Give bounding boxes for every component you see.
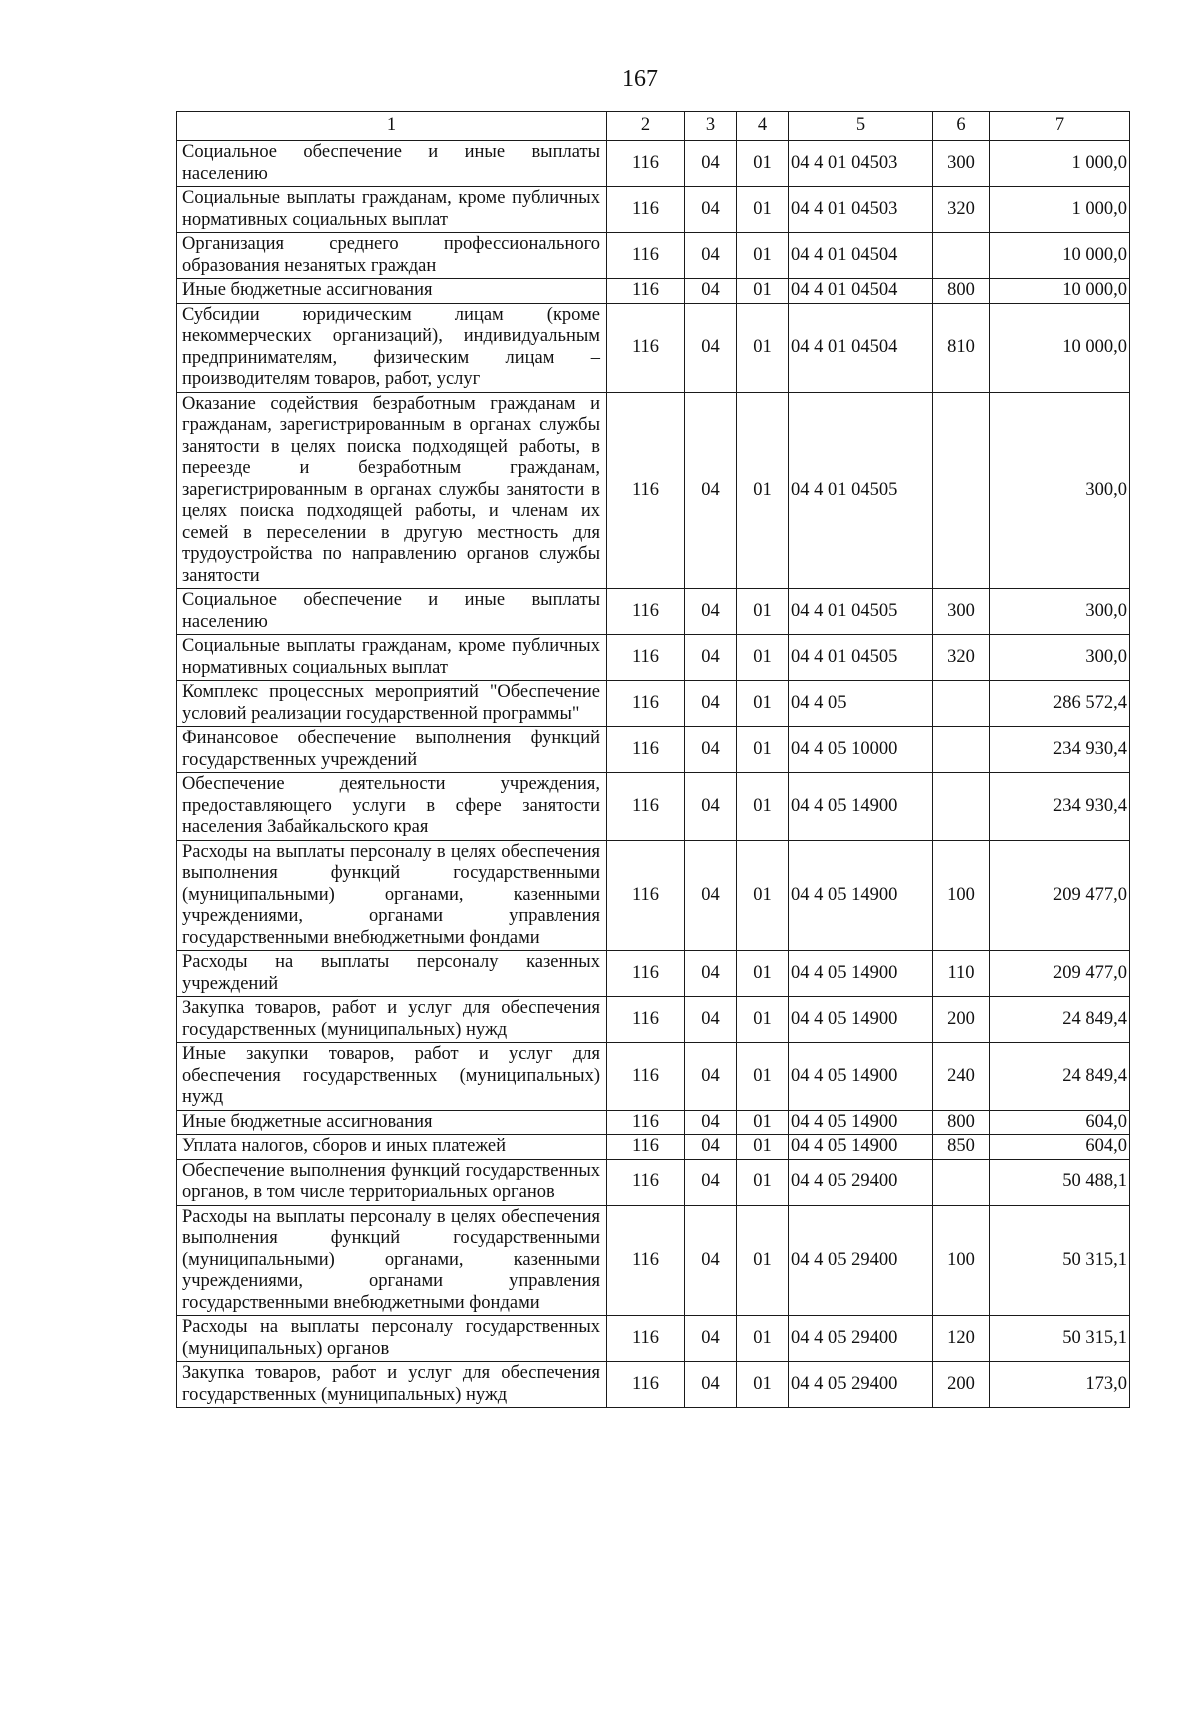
row-name-cell: Иные бюджетные ассигнования (177, 1110, 607, 1135)
budget-table (176, 111, 1130, 1408)
column-header-1: 1 (177, 112, 607, 141)
row-amount-cell: 10 000,0 (990, 233, 1130, 279)
row-col4-cell: 01 (737, 392, 789, 589)
row-name-cell: Субсидии юридическим лицам (кроме некоммерческих организаций), индивидуальным предпринимателям, физическим лицам – производителям товаров, работ, услуг (177, 303, 607, 392)
row-name-cell: Уплата налогов, сборов и иных платежей (177, 1135, 607, 1160)
row-col6-cell: 100 (933, 1205, 990, 1316)
row-col6-cell: 850 (933, 1135, 990, 1160)
row-amount-cell: 10 000,0 (990, 279, 1130, 304)
table-row (177, 141, 1130, 187)
row-col2-cell: 116 (607, 303, 685, 392)
row-col3-cell: 04 (685, 727, 737, 773)
row-code-cell: 04 4 01 04505 (789, 589, 933, 635)
row-amount-cell: 604,0 (990, 1110, 1130, 1135)
row-code-cell: 04 4 05 14900 (789, 1110, 933, 1135)
table-row (177, 279, 1130, 304)
row-col4-cell: 01 (737, 681, 789, 727)
row-col2-cell: 116 (607, 279, 685, 304)
row-col4-cell: 01 (737, 727, 789, 773)
row-col3-cell: 04 (685, 141, 737, 187)
row-code-cell: 04 4 01 04504 (789, 303, 933, 392)
row-amount-cell: 234 930,4 (990, 727, 1130, 773)
row-amount-cell: 10 000,0 (990, 303, 1130, 392)
row-name-cell: Расходы на выплаты персоналу в целях обеспечения выполнения функций государственными (муниципальными) органами, казенными учреждениями, органами управления государственными внебюджетными фондами (177, 1205, 607, 1316)
table-row (177, 1205, 1130, 1316)
row-col6-cell (933, 681, 990, 727)
table-row (177, 1362, 1130, 1408)
row-amount-cell: 300,0 (990, 392, 1130, 589)
table-row (177, 951, 1130, 997)
row-col6-cell: 800 (933, 1110, 990, 1135)
row-amount-cell: 300,0 (990, 635, 1130, 681)
table-row (177, 589, 1130, 635)
row-col4-cell: 01 (737, 1159, 789, 1205)
row-col6-cell: 800 (933, 279, 990, 304)
row-col6-cell (933, 392, 990, 589)
row-code-cell: 04 4 05 14900 (789, 951, 933, 997)
column-header-3: 3 (685, 112, 737, 141)
row-col2-cell: 116 (607, 1205, 685, 1316)
row-code-cell: 04 4 05 29400 (789, 1362, 933, 1408)
table-row (177, 997, 1130, 1043)
row-name-cell: Расходы на выплаты персоналу казенных учреждений (177, 951, 607, 997)
row-amount-cell: 1 000,0 (990, 187, 1130, 233)
page-number: 167 (622, 66, 658, 92)
row-col2-cell: 116 (607, 1316, 685, 1362)
table-row (177, 727, 1130, 773)
row-col2-cell: 116 (607, 233, 685, 279)
row-col3-cell: 04 (685, 1205, 737, 1316)
table-row (177, 233, 1130, 279)
row-col3-cell: 04 (685, 1362, 737, 1408)
table-row (177, 1110, 1130, 1135)
row-col3-cell: 04 (685, 279, 737, 304)
row-col3-cell: 04 (685, 681, 737, 727)
row-code-cell: 04 4 01 04504 (789, 279, 933, 304)
row-name-cell: Финансовое обеспечение выполнения функций государственных учреждений (177, 727, 607, 773)
row-amount-cell: 300,0 (990, 589, 1130, 635)
row-amount-cell: 286 572,4 (990, 681, 1130, 727)
row-col4-cell: 01 (737, 840, 789, 951)
row-col4-cell: 01 (737, 233, 789, 279)
row-col4-cell: 01 (737, 141, 789, 187)
row-amount-cell: 24 849,4 (990, 997, 1130, 1043)
row-col2-cell: 116 (607, 392, 685, 589)
row-col2-cell: 116 (607, 589, 685, 635)
table-row (177, 773, 1130, 841)
table-row (177, 303, 1130, 392)
row-name-cell: Иные бюджетные ассигнования (177, 279, 607, 304)
row-col2-cell: 116 (607, 1135, 685, 1160)
row-col6-cell: 300 (933, 141, 990, 187)
row-name-cell: Закупка товаров, работ и услуг для обеспечения государственных (муниципальных) нужд (177, 1362, 607, 1408)
column-header-7: 7 (990, 112, 1130, 141)
row-col2-cell: 116 (607, 1110, 685, 1135)
row-amount-cell: 209 477,0 (990, 951, 1130, 997)
row-col3-cell: 04 (685, 187, 737, 233)
row-col6-cell: 320 (933, 187, 990, 233)
row-amount-cell: 50 315,1 (990, 1205, 1130, 1316)
row-col2-cell: 116 (607, 681, 685, 727)
row-name-cell: Расходы на выплаты персоналу государственных (муниципальных) органов (177, 1316, 607, 1362)
row-col2-cell: 116 (607, 187, 685, 233)
row-col6-cell: 100 (933, 840, 990, 951)
row-code-cell: 04 4 05 10000 (789, 727, 933, 773)
row-code-cell: 04 4 05 14900 (789, 1135, 933, 1160)
row-col6-cell (933, 773, 990, 841)
row-col4-cell: 01 (737, 997, 789, 1043)
row-col4-cell: 01 (737, 773, 789, 841)
row-code-cell: 04 4 05 29400 (789, 1205, 933, 1316)
row-name-cell: Закупка товаров, работ и услуг для обеспечения государственных (муниципальных) нужд (177, 997, 607, 1043)
row-col2-cell: 116 (607, 141, 685, 187)
column-header-2: 2 (607, 112, 685, 141)
row-amount-cell: 50 315,1 (990, 1316, 1130, 1362)
row-col3-cell: 04 (685, 303, 737, 392)
row-col3-cell: 04 (685, 773, 737, 841)
row-code-cell: 04 4 01 04505 (789, 392, 933, 589)
row-name-cell: Социальные выплаты гражданам, кроме публичных нормативных социальных выплат (177, 187, 607, 233)
header-row (177, 112, 1130, 141)
row-name-cell: Оказание содействия безработным гражданам и гражданам, зарегистрированным в органах службы занятости в целях поиска подходящей работы, в переезде и безработным гражданам, зарегистрированным в органах службы занятости в целях поиска подходящей работы, и членам их семей в переселении в другую местность для трудоустройства по направлению органов службы занятости (177, 392, 607, 589)
row-col4-cell: 01 (737, 635, 789, 681)
row-amount-cell: 209 477,0 (990, 840, 1130, 951)
row-amount-cell: 604,0 (990, 1135, 1130, 1160)
row-col4-cell: 01 (737, 1135, 789, 1160)
table-body (177, 141, 1130, 1408)
row-col2-cell: 116 (607, 951, 685, 997)
row-col3-cell: 04 (685, 1316, 737, 1362)
row-col4-cell: 01 (737, 1362, 789, 1408)
row-col3-cell: 04 (685, 1159, 737, 1205)
row-col6-cell: 300 (933, 589, 990, 635)
row-col3-cell: 04 (685, 392, 737, 589)
row-name-cell: Социальные выплаты гражданам, кроме публичных нормативных социальных выплат (177, 635, 607, 681)
row-col4-cell: 01 (737, 1043, 789, 1111)
row-amount-cell: 50 488,1 (990, 1159, 1130, 1205)
table-row (177, 1043, 1130, 1111)
row-name-cell: Иные закупки товаров, работ и услуг для обеспечения государственных (муниципальных) нужд (177, 1043, 607, 1111)
row-col3-cell: 04 (685, 840, 737, 951)
row-code-cell: 04 4 05 14900 (789, 997, 933, 1043)
table-row (177, 1159, 1130, 1205)
column-header-4: 4 (737, 112, 789, 141)
row-col4-cell: 01 (737, 1110, 789, 1135)
row-amount-cell: 24 849,4 (990, 1043, 1130, 1111)
column-header-6: 6 (933, 112, 990, 141)
table-row (177, 1135, 1130, 1160)
row-code-cell: 04 4 01 04503 (789, 187, 933, 233)
row-code-cell: 04 4 05 29400 (789, 1159, 933, 1205)
row-col2-cell: 116 (607, 1362, 685, 1408)
table-row (177, 187, 1130, 233)
row-name-cell: Комплекс процессных мероприятий "Обеспечение условий реализации государственной программы" (177, 681, 607, 727)
row-col6-cell (933, 1159, 990, 1205)
row-code-cell: 04 4 05 29400 (789, 1316, 933, 1362)
row-col4-cell: 01 (737, 279, 789, 304)
table-row (177, 635, 1130, 681)
row-code-cell: 04 4 01 04503 (789, 141, 933, 187)
row-col4-cell: 01 (737, 589, 789, 635)
row-code-cell: 04 4 05 14900 (789, 1043, 933, 1111)
row-name-cell: Обеспечение деятельности учреждения, предоставляющего услуги в сфере занятости населения Забайкальского края (177, 773, 607, 841)
row-col4-cell: 01 (737, 1205, 789, 1316)
row-col3-cell: 04 (685, 589, 737, 635)
row-col6-cell: 110 (933, 951, 990, 997)
row-code-cell: 04 4 01 04504 (789, 233, 933, 279)
row-col3-cell: 04 (685, 1135, 737, 1160)
row-col6-cell: 240 (933, 1043, 990, 1111)
row-name-cell: Организация среднего профессионального образования незанятых граждан (177, 233, 607, 279)
row-col2-cell: 116 (607, 1043, 685, 1111)
row-col2-cell: 116 (607, 727, 685, 773)
row-col2-cell: 116 (607, 1159, 685, 1205)
row-col4-cell: 01 (737, 951, 789, 997)
row-amount-cell: 173,0 (990, 1362, 1130, 1408)
row-col3-cell: 04 (685, 1043, 737, 1111)
row-col3-cell: 04 (685, 635, 737, 681)
row-code-cell: 04 4 05 14900 (789, 840, 933, 951)
row-col6-cell: 200 (933, 997, 990, 1043)
row-col3-cell: 04 (685, 233, 737, 279)
row-col2-cell: 116 (607, 997, 685, 1043)
row-col3-cell: 04 (685, 997, 737, 1043)
row-col2-cell: 116 (607, 635, 685, 681)
row-col4-cell: 01 (737, 303, 789, 392)
table-row (177, 840, 1130, 951)
column-header-5: 5 (789, 112, 933, 141)
table-row (177, 681, 1130, 727)
row-amount-cell: 234 930,4 (990, 773, 1130, 841)
table-header (177, 112, 1130, 141)
row-code-cell: 04 4 05 14900 (789, 773, 933, 841)
row-col2-cell: 116 (607, 773, 685, 841)
row-name-cell: Обеспечение выполнения функций государственных органов, в том числе территориальных органов (177, 1159, 607, 1205)
row-col4-cell: 01 (737, 1316, 789, 1362)
row-col4-cell: 01 (737, 187, 789, 233)
row-col6-cell (933, 727, 990, 773)
row-col6-cell: 120 (933, 1316, 990, 1362)
table-row (177, 392, 1130, 589)
row-code-cell: 04 4 01 04505 (789, 635, 933, 681)
row-col3-cell: 04 (685, 1110, 737, 1135)
row-col6-cell: 200 (933, 1362, 990, 1408)
row-name-cell: Расходы на выплаты персоналу в целях обеспечения выполнения функций государственными (муниципальными) органами, казенными учреждениями, органами управления государственными внебюджетными фондами (177, 840, 607, 951)
row-name-cell: Социальное обеспечение и иные выплаты населению (177, 141, 607, 187)
row-col6-cell (933, 233, 990, 279)
row-code-cell: 04 4 05 (789, 681, 933, 727)
row-col6-cell: 320 (933, 635, 990, 681)
row-amount-cell: 1 000,0 (990, 141, 1130, 187)
row-col3-cell: 04 (685, 951, 737, 997)
row-name-cell: Социальное обеспечение и иные выплаты населению (177, 589, 607, 635)
row-col6-cell: 810 (933, 303, 990, 392)
table-row (177, 1316, 1130, 1362)
row-col2-cell: 116 (607, 840, 685, 951)
